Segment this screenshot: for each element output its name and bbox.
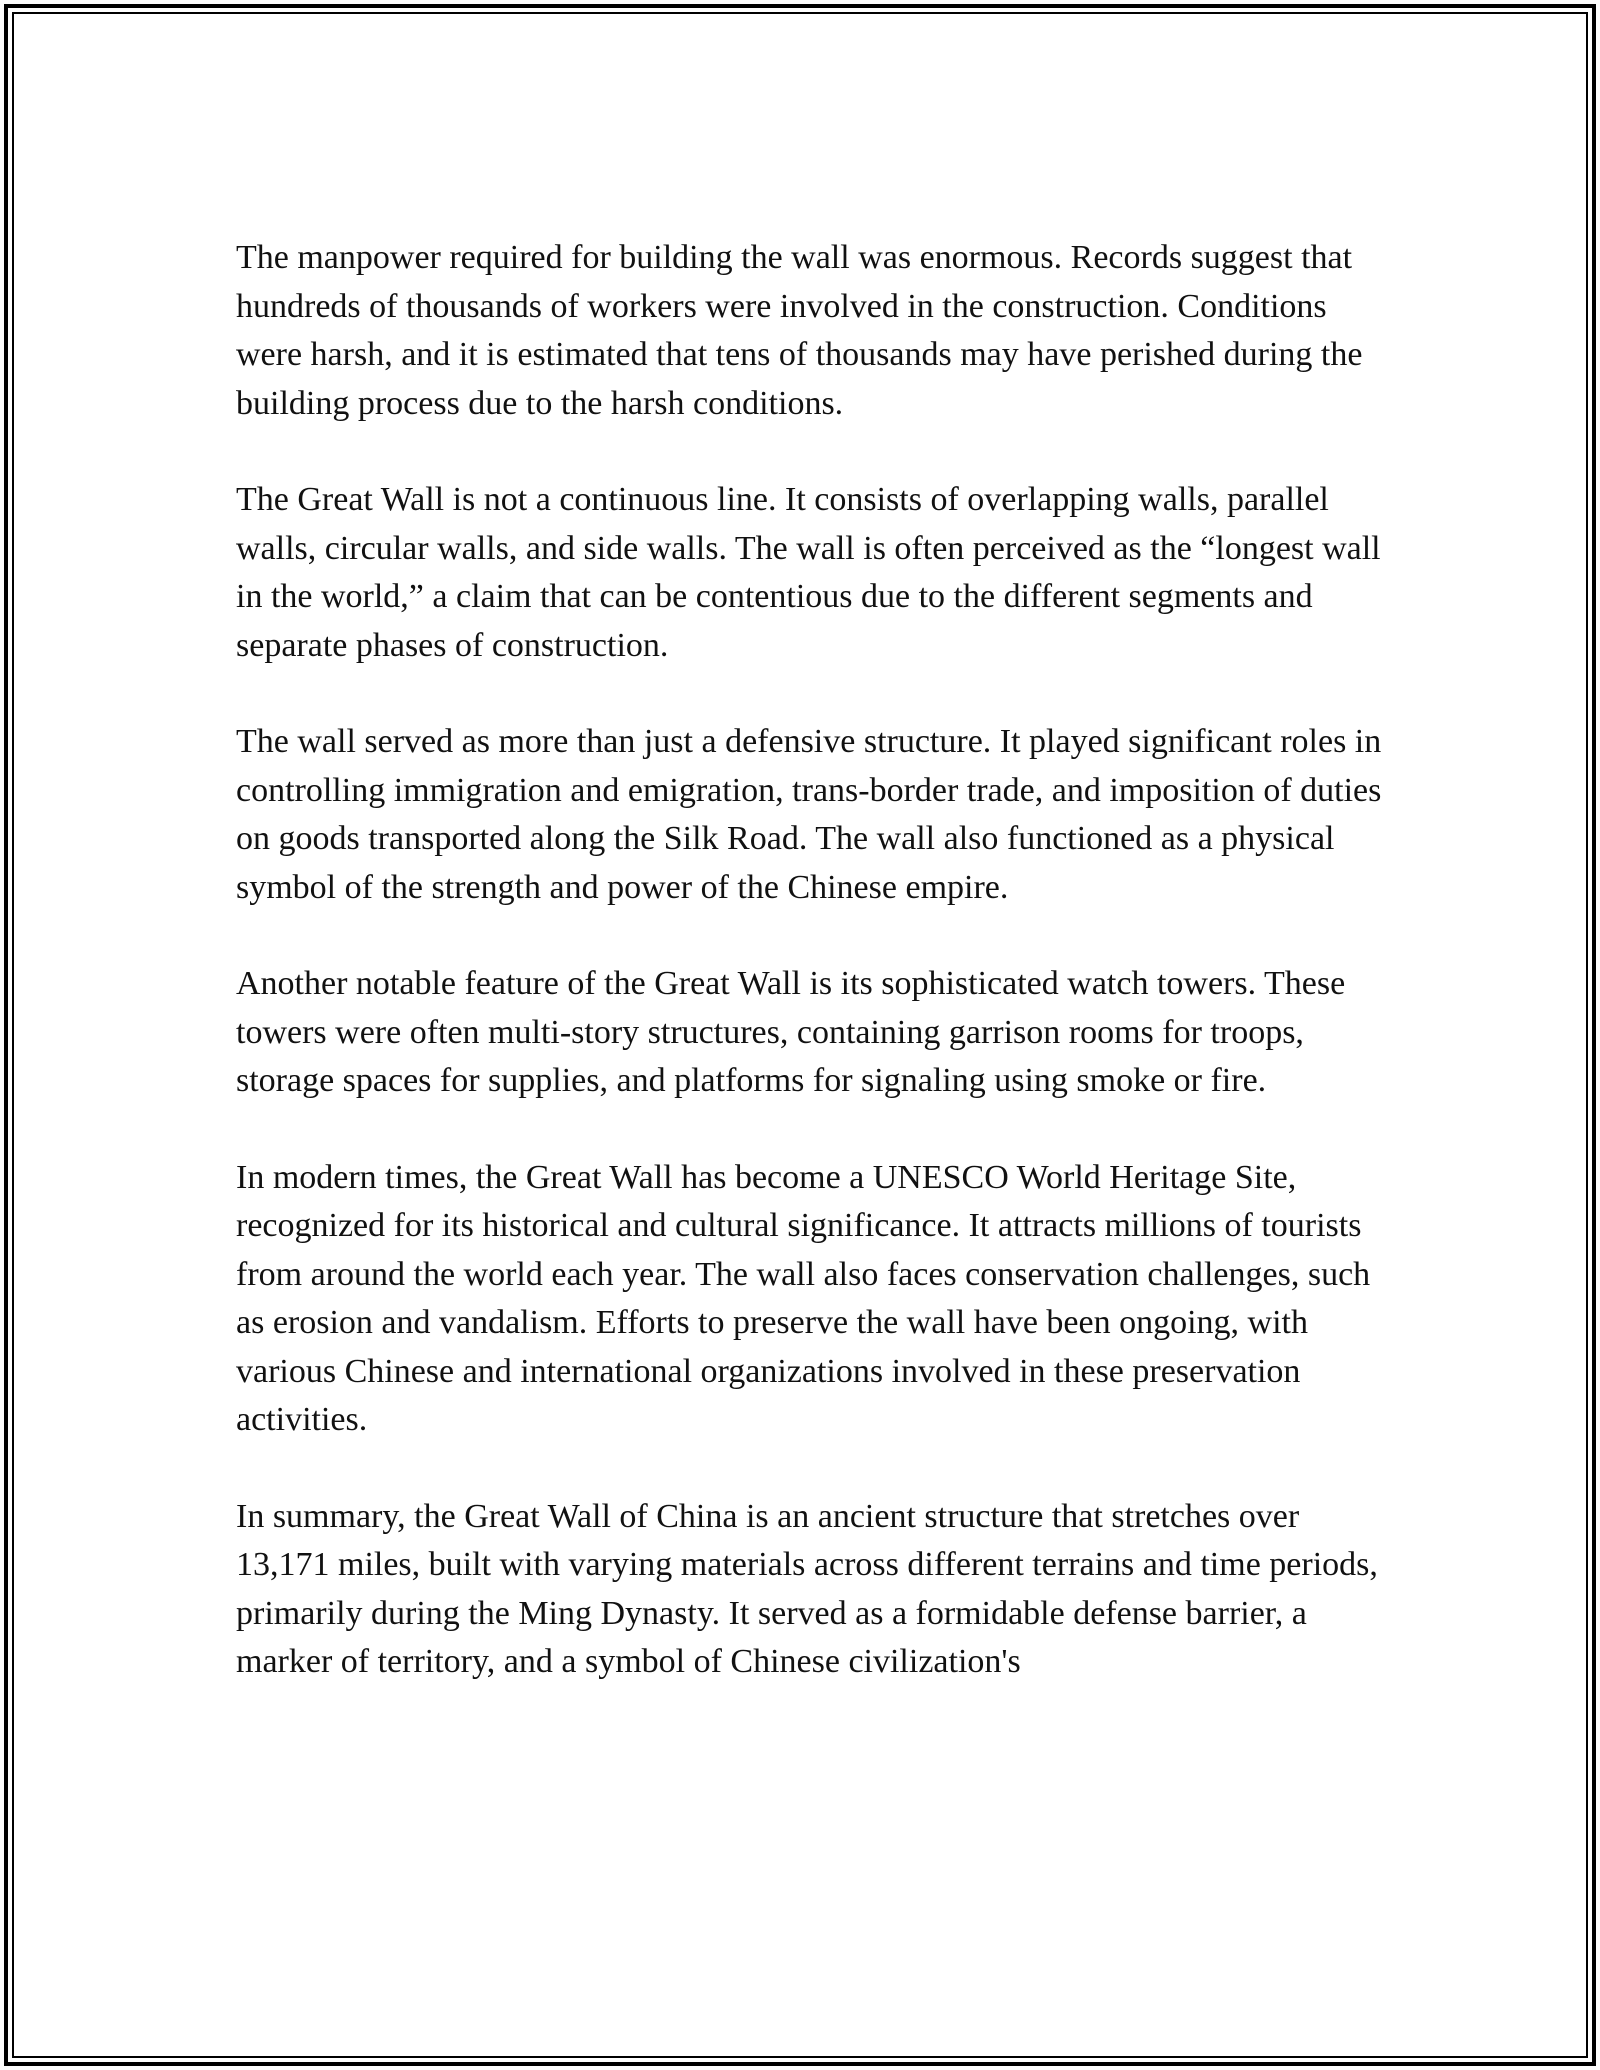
paragraph-manpower: The manpower required for building the wall was enormous. Records suggest that hundreds of thousands of workers were involved in the construction. Conditions were harsh, and it is estimated that tens of thousands may have perished during the building process due to the harsh conditions. <box>236 239 1363 422</box>
paragraph-modern-times: In modern times, the Great Wall has become a UNESCO World Heritage Site, recognized for its historical and cultural significance. It attracts millions of tourists from around the world each year. The wall also faces conservation challenges, such as erosion and vandalism. Efforts to preserve the wall have been ongoing, with various Chinese and international organizations involved in these preservation activities. <box>236 1158 1371 1438</box>
paragraph-watch-towers: Another notable feature of the Great Wall is its sophisticated watch towers. These towers were often multi-story structures, containing garrison rooms for troops, storage spaces for supplies, and platforms for signaling using smoke or fire. <box>236 965 1346 1099</box>
paragraph-summary: In summary, the Great Wall of China is an ancient structure that stretches over 13,171 miles, built with varying materials across different terrains and time periods, primarily during the Ming Dynasty. It served as a formidable defense barrier, a marker of territory, and a symbol of Chinese civilization's <box>236 1497 1378 1680</box>
paragraph-roles: The wall served as more than just a defensive structure. It played significant roles in controlling immigration and emigration, trans-border trade, and imposition of duties on goods transported along the Silk Road. The wall also functioned as a physical symbol of the strength and power of the Chinese empire. <box>236 723 1382 906</box>
paragraph-not-continuous: The Great Wall is not a continuous line. It consists of overlapping walls, parallel walls, circular walls, and side walls. The wall is often perceived as the “longest wall in the world,” a claim that can be contentious due to the different segments and separate phases of construction. <box>236 481 1381 664</box>
document-body <box>236 234 1386 1687</box>
